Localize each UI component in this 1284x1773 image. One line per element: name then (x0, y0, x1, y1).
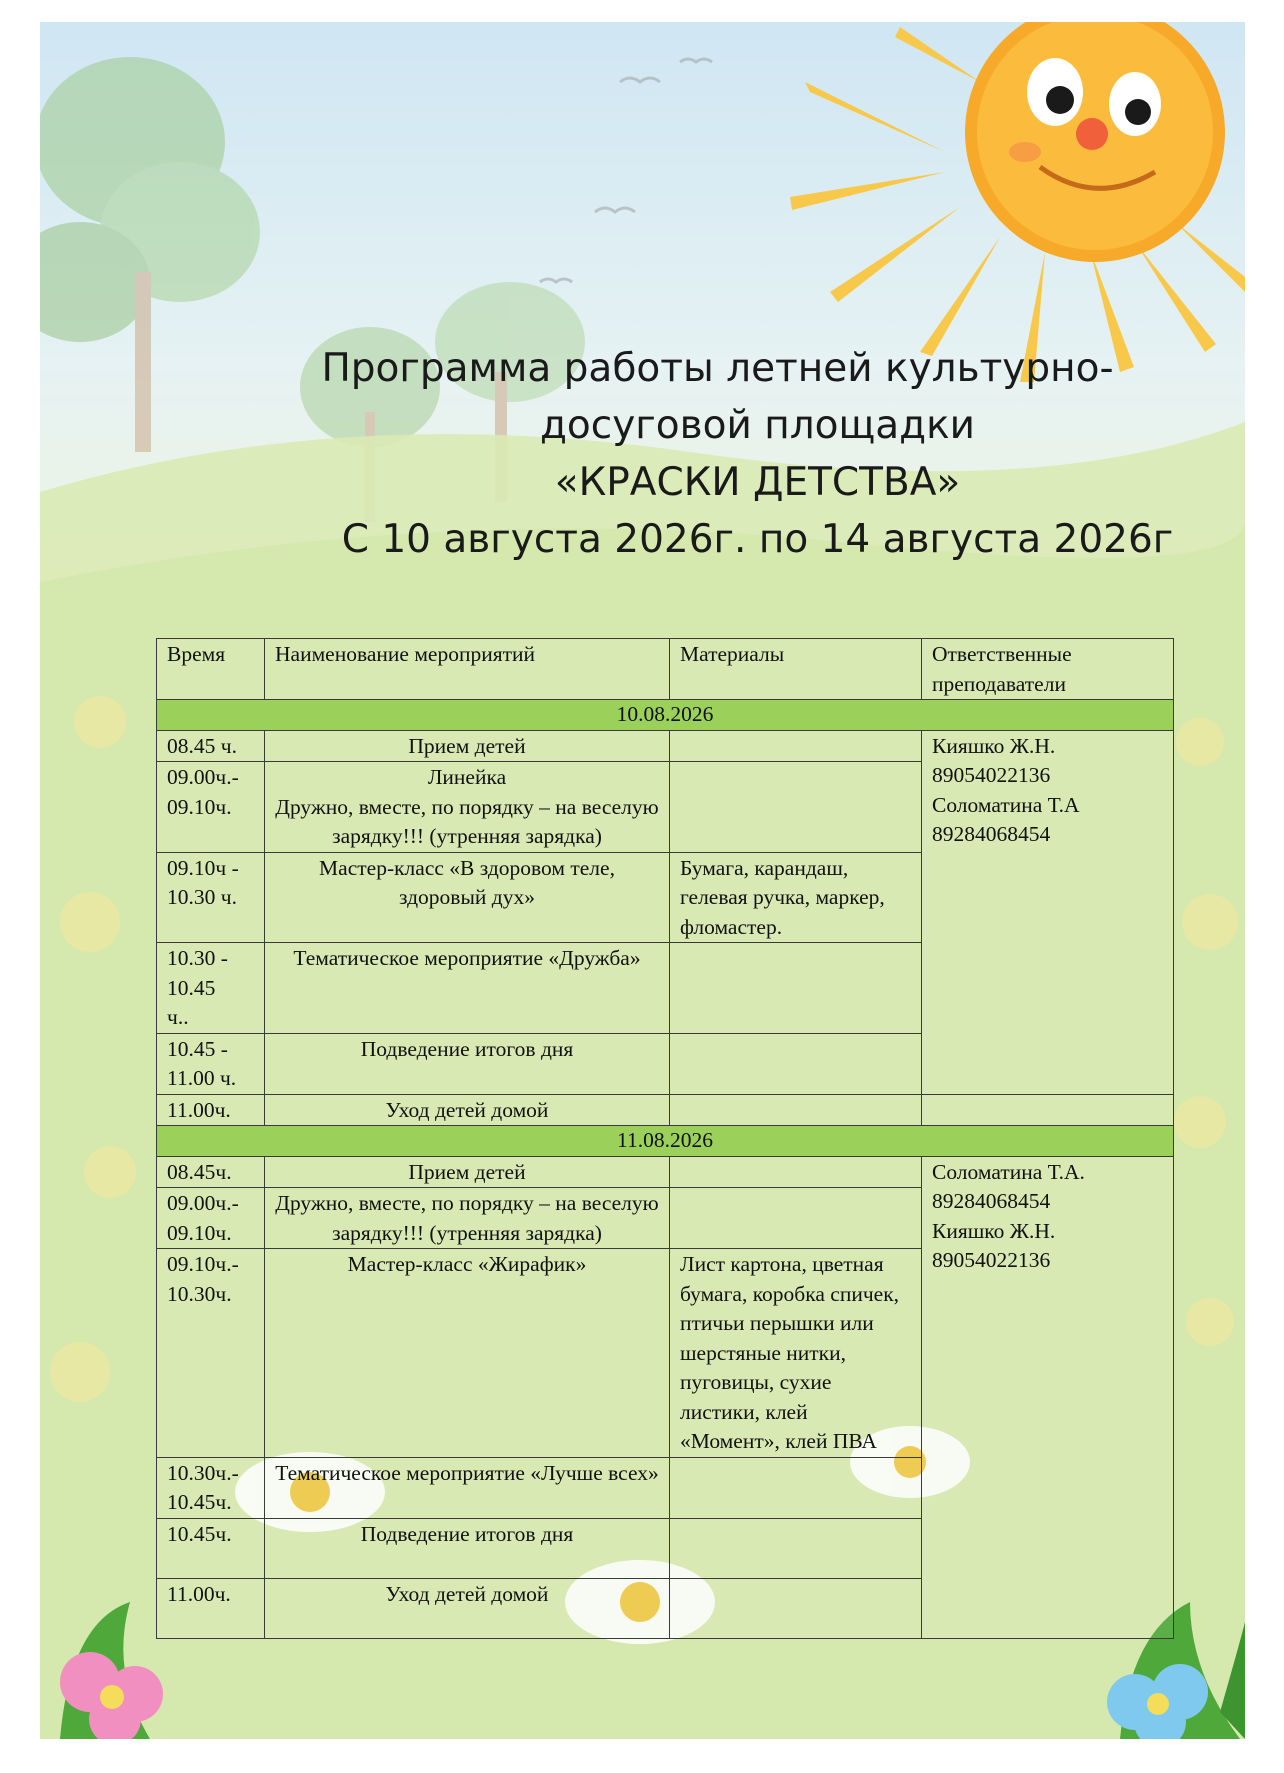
page-title (210, 340, 1225, 568)
cell-materials (670, 1457, 922, 1518)
header-teachers: Ответственные преподаватели (922, 639, 1174, 700)
title-line: досуговой площадки (539, 403, 976, 448)
day-date: 11.08.2026 (157, 1126, 1174, 1157)
header-event: Наименование мероприятий (265, 639, 670, 700)
table-header-row (157, 639, 1174, 700)
cell-event: Мастер-класс «Жирафик» (265, 1249, 670, 1458)
cell-time: 10.45 - 11.00 ч. (157, 1033, 265, 1094)
cell-materials (670, 1094, 922, 1126)
cell-time: 09.00ч.- 09.10ч. (157, 762, 265, 853)
table-row (157, 730, 1174, 762)
cell-time: 11.00ч. (157, 1094, 265, 1126)
cell-materials (670, 1518, 922, 1578)
cell-event: Дружно, вместе, по порядку – на веселую зарядку!!! (утренняя зарядка) (265, 1188, 670, 1249)
cell-materials (670, 1033, 922, 1094)
cell-event: Тематическое мероприятие «Лучше всех» (265, 1457, 670, 1518)
cell-materials (670, 943, 922, 1034)
header-time: Время (157, 639, 265, 700)
cell-time: 08.45ч. (157, 1156, 265, 1188)
cell-teachers: Кияшко Ж.Н. 89054022136 Соломатина Т.А 89284068454 (922, 730, 1174, 1094)
poster-page (40, 22, 1245, 1739)
cell-time: 11.00ч. (157, 1578, 265, 1638)
cell-event: Уход детей домой (265, 1578, 670, 1638)
day-band (157, 700, 1174, 731)
title-line: «КРАСКИ ДЕТСТВА» (554, 460, 961, 505)
cell-event: Прием детей (265, 730, 670, 762)
table-row (157, 1094, 1174, 1126)
cell-materials (670, 730, 922, 762)
day-date: 10.08.2026 (157, 700, 1174, 731)
cell-materials (670, 762, 922, 853)
cell-time: 09.10ч.- 10.30ч. (157, 1249, 265, 1458)
cell-time: 10.30ч.- 10.45ч. (157, 1457, 265, 1518)
cell-materials (670, 1578, 922, 1638)
cell-materials (670, 1188, 922, 1249)
cell-time: 09.00ч.- 09.10ч. (157, 1188, 265, 1249)
cell-event: Мастер-класс «В здоровом теле, здоровый дух» (265, 852, 670, 943)
cell-materials (670, 1156, 922, 1188)
sun-face-icon (965, 22, 1225, 262)
header-materials: Материалы (670, 639, 922, 700)
cell-event: Уход детей домой (265, 1094, 670, 1126)
cell-event: Прием детей (265, 1156, 670, 1188)
cell-event: Тематическое мероприятие «Дружба» (265, 943, 670, 1034)
cell-materials: Бумага, карандаш, гелевая ручка, маркер, фломастер. (670, 852, 922, 943)
bird-icon (540, 59, 712, 282)
title-line: Программа работы летней культурно- (321, 346, 1114, 391)
table-row (157, 1156, 1174, 1188)
day-band (157, 1126, 1174, 1157)
schedule-table (156, 638, 1174, 1639)
cell-event: Подведение итогов дня (265, 1033, 670, 1094)
cell-materials: Лист картона, цветная бумага, коробка спичек, птичьи перышки или шерстяные нитки, пуговицы, сухие листики, клей «Момент», клей ПВА (670, 1249, 922, 1458)
cell-time: 08.45 ч. (157, 730, 265, 762)
cell-teachers-empty (922, 1094, 1174, 1126)
cell-time: 09.10ч - 10.30 ч. (157, 852, 265, 943)
cell-time: 10.30 - 10.45 ч.. (157, 943, 265, 1034)
title-line: С 10 августа 2026г. по 14 августа 2026г (341, 517, 1174, 562)
cell-time: 10.45ч. (157, 1518, 265, 1578)
cell-teachers: Соломатина Т.А. 89284068454 Кияшко Ж.Н. 89054022136 (922, 1156, 1174, 1638)
cell-event: Линейка Дружно, вместе, по порядку – на веселую зарядку!!! (утренняя зарядка) (265, 762, 670, 853)
cell-event: Подведение итогов дня (265, 1518, 670, 1578)
